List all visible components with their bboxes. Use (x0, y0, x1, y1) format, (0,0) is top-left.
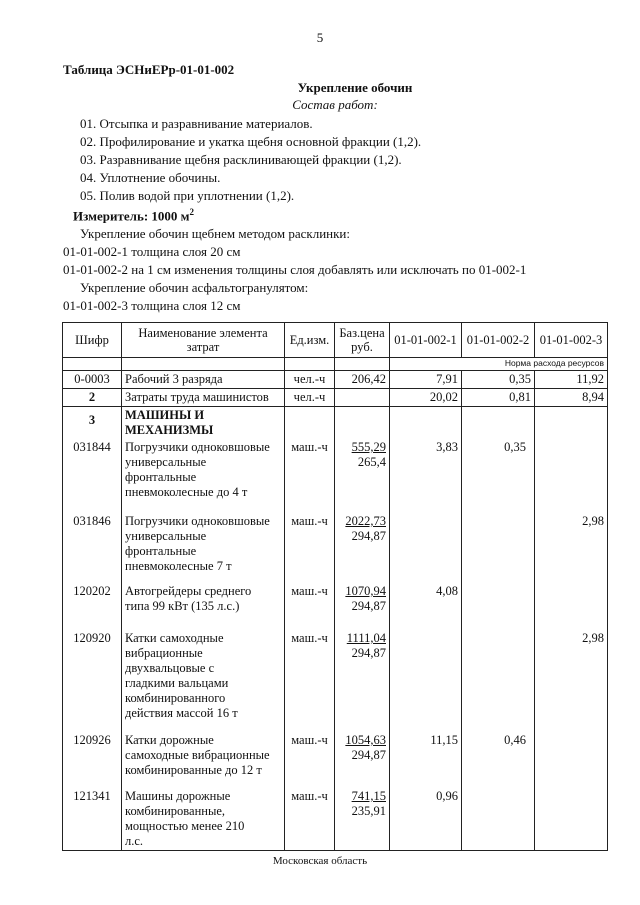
row-unit: чел.-ч (285, 389, 335, 407)
row-value-3 (535, 439, 608, 513)
resource-table (62, 322, 608, 851)
header-col-2: 01-01-002-2 (462, 323, 535, 358)
row-value-1: 3,83 (390, 439, 462, 513)
row-value-2 (462, 630, 535, 732)
row-value-1 (390, 630, 462, 732)
row-name: Машины дорожные комбинированные, мощностью менее 210 л.с. (122, 788, 285, 851)
header-price: Баз.цена руб. (335, 323, 390, 358)
table-row (63, 732, 608, 788)
row-value-2: 0,81 (462, 389, 535, 407)
row-value-1 (390, 513, 462, 583)
row-code: 3 (63, 407, 122, 440)
row-price: 1054,63 (345, 733, 386, 747)
row-code: 120202 (63, 583, 122, 630)
row-value-3: 2,98 (535, 630, 608, 732)
row-unit: чел.-ч (285, 371, 335, 389)
row-unit: маш.-ч (285, 583, 335, 630)
row-value-1: 7,91 (390, 371, 462, 389)
row-value-2: 0,46 (462, 732, 535, 788)
row-value-3 (535, 583, 608, 630)
row-price-sub: 294,87 (351, 529, 386, 543)
description-asphalt: Укрепление обочин асфальтогранулятом: (80, 280, 309, 295)
row-value-3 (535, 788, 608, 851)
row-value-3 (535, 732, 608, 788)
table-row (63, 371, 608, 389)
work-item: 03. Разравнивание щебня расклинивающей фракции (1,2). (80, 152, 402, 167)
row-price (335, 389, 390, 407)
row-unit: маш.-ч (285, 732, 335, 788)
row-price-sub: 294,87 (351, 599, 386, 613)
table-header-row (63, 323, 608, 358)
row-value-1: 20,02 (390, 389, 462, 407)
table-title: Таблица ЭСНиЕРр-01-01-002 (63, 62, 235, 77)
work-composition-heading: Состав работ: (292, 97, 378, 112)
row-price: 206,42 (335, 371, 390, 389)
work-item: 01. Отсыпка и разравнивание материалов. (80, 116, 313, 131)
row-name: МАШИНЫ И МЕХАНИЗМЫ (122, 407, 285, 440)
row-code: 2 (63, 389, 122, 407)
row-price-sub: 294,87 (351, 646, 386, 660)
row-code: 0-0003 (63, 371, 122, 389)
row-value-2: 0,35 (462, 371, 535, 389)
header-col-3: 01-01-002-3 (535, 323, 608, 358)
description-crushed-stone: Укрепление обочин щебнем методом расклинки: (80, 226, 350, 241)
measurer: Измеритель: 1000 $м^2$ (73, 207, 195, 224)
row-name: Автогрейдеры среднего типа 99 кВт (135 л.с.) (122, 583, 285, 630)
row-value-2: 0,35 (462, 439, 535, 513)
row-code: 031844 (63, 439, 122, 513)
table-row (63, 630, 608, 732)
row-price-sub: 235,91 (351, 804, 386, 818)
work-item: 05. Полив водой при уплотнении (1,2). (80, 188, 295, 203)
footer-region: Московская область (272, 855, 368, 867)
header-code: Шифр (63, 323, 122, 358)
norm-label: Норма расхода ресурсов (390, 358, 608, 371)
table-row (63, 389, 608, 407)
row-code: 121341 (63, 788, 122, 851)
row-value-1: 0,96 (390, 788, 462, 851)
row-price: 555,29 (351, 440, 386, 454)
row-value-2 (462, 788, 535, 851)
row-value-3: 8,94 (535, 389, 608, 407)
header-col-1: 01-01-002-1 (390, 323, 462, 358)
row-value-1: 4,08 (390, 583, 462, 630)
table-row (63, 439, 608, 513)
code-line-2: 01-01-002-2 на 1 см изменения толщины слоя добавлять или исключать по 01-002-1 (63, 262, 527, 277)
row-name: Погрузчики одноковшовые универсальные фронтальные пневмоколесные до 4 т (122, 439, 285, 513)
code-line-3: 01-01-002-3 толщина слоя 12 см (63, 298, 241, 313)
row-unit: маш.-ч (285, 630, 335, 732)
section-heading: Укрепление обочин (297, 80, 413, 95)
row-name: Катки дорожные самоходные вибрационные комбинированные до 12 т (122, 732, 285, 788)
row-unit: маш.-ч (285, 513, 335, 583)
row-price-sub: 294,87 (351, 748, 386, 762)
row-price: 1070,94 (345, 584, 386, 598)
table-row (63, 407, 608, 440)
row-name: Катки самоходные вибрационные двухвальцовые с гладкими вальцами комбинированного действия массой 16 т (122, 630, 285, 732)
row-value-1: 11,15 (390, 732, 462, 788)
row-code: 031846 (63, 513, 122, 583)
row-price-sub: 265,4 (357, 455, 386, 469)
row-price: 1111,04 (346, 631, 386, 645)
row-value-2 (462, 583, 535, 630)
work-item: 04. Уплотнение обочины. (80, 170, 221, 185)
row-price: 741,15 (351, 789, 386, 803)
row-price: 2022,73 (345, 514, 386, 528)
row-name: Погрузчики одноковшовые универсальные фронтальные пневмоколесные 7 т (122, 513, 285, 583)
row-code: 120926 (63, 732, 122, 788)
row-unit: маш.-ч (285, 788, 335, 851)
row-value-3: 11,92 (535, 371, 608, 389)
row-name: Рабочий 3 разряда (122, 371, 285, 389)
row-value-2 (462, 513, 535, 583)
work-item: 02. Профилирование и укатка щебня основной фракции (1,2). (80, 134, 422, 149)
row-name: Затраты труда машинистов (122, 389, 285, 407)
page-number: 5 (316, 30, 324, 45)
table-row (63, 583, 608, 630)
norm-row (63, 358, 608, 371)
row-value-3: 2,98 (535, 513, 608, 583)
row-unit: маш.-ч (285, 439, 335, 513)
header-unit: Ед.изм. (285, 323, 335, 358)
row-code: 120920 (63, 630, 122, 732)
table-row (63, 513, 608, 583)
table-row (63, 788, 608, 851)
header-name: Наименование элемента затрат (122, 323, 285, 358)
code-line-1: 01-01-002-1 толщина слоя 20 см (63, 244, 241, 259)
